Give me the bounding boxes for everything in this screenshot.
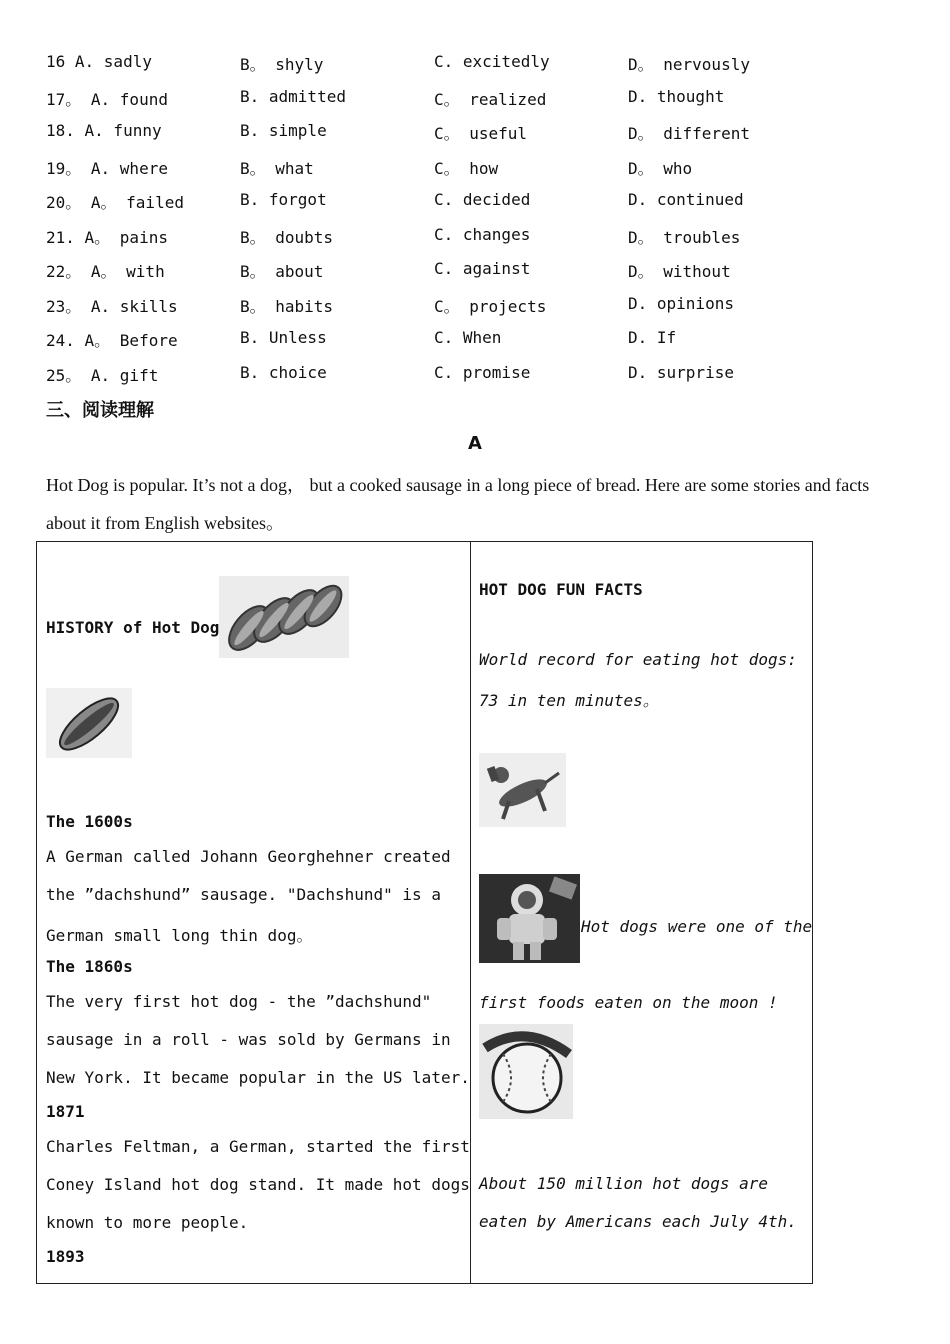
question-row bbox=[46, 363, 926, 387]
option-d: D。 nervously bbox=[628, 55, 750, 74]
option-d: D。 troubles bbox=[628, 227, 741, 247]
history-1600s-line: the ”dachshund” sausage. "Dachshund" is a bbox=[46, 885, 441, 904]
option-c: C。 useful bbox=[434, 124, 528, 143]
option-d: D. continued bbox=[628, 190, 744, 209]
option-c: C. changes bbox=[434, 224, 531, 244]
question-row bbox=[46, 121, 926, 145]
fact-july-line: eaten by Americans each July 4th. bbox=[479, 1212, 797, 1231]
hot-dogs-image bbox=[219, 576, 349, 658]
option-a: 18. A. funny bbox=[46, 121, 162, 140]
option-c: C. promise bbox=[434, 362, 531, 382]
option-c: C。 projects bbox=[434, 296, 547, 316]
question-row bbox=[46, 87, 926, 111]
option-a: 16 A. sadly bbox=[46, 52, 152, 71]
facts-title: HOT DOG FUN FACTS bbox=[479, 580, 643, 599]
option-c: C. When bbox=[434, 328, 502, 347]
option-b: B。 doubts bbox=[240, 227, 334, 247]
history-1871-line: Coney Island hot dog stand. It made hot dogs bbox=[46, 1175, 470, 1194]
option-d: D. thought bbox=[628, 86, 725, 106]
history-title: HISTORY of Hot Dog bbox=[46, 618, 220, 637]
option-b: B。 shyly bbox=[240, 55, 324, 74]
option-a: 17。 A. found bbox=[46, 89, 168, 109]
option-b: B. forgot bbox=[240, 190, 327, 209]
history-1600s-line: A German called Johann Georghehner created bbox=[46, 847, 451, 866]
option-d: D. surprise bbox=[628, 362, 734, 382]
option-d: D. opinions bbox=[628, 293, 734, 313]
option-d: D。 without bbox=[628, 262, 731, 281]
option-a: 24. A。 Before bbox=[46, 331, 178, 350]
history-1860s-heading: The 1860s bbox=[46, 957, 133, 976]
fact-july-line: About 150 million hot dogs are bbox=[479, 1174, 768, 1193]
option-a: 19。 A. where bbox=[46, 158, 168, 178]
option-c: C. excitedly bbox=[434, 52, 550, 71]
baseball-image bbox=[479, 1024, 573, 1119]
single-hot-dog-image bbox=[46, 688, 132, 758]
option-a: 20。 A。 failed bbox=[46, 193, 184, 212]
option-d: D. If bbox=[628, 328, 677, 347]
option-a: 21. A。 pains bbox=[46, 227, 168, 247]
column-divider bbox=[470, 542, 471, 1283]
dachshund-image bbox=[479, 753, 566, 827]
option-c: C. against bbox=[434, 259, 531, 278]
question-row bbox=[46, 190, 926, 214]
question-row bbox=[46, 156, 926, 180]
question-row bbox=[46, 225, 926, 249]
passage-intro: Hot Dog is popular. It’s not a dog， but a cooked sausage in a long piece of bread. Here are some stories and facts about it from English websites。 bbox=[46, 475, 870, 533]
option-b: B. admitted bbox=[240, 86, 346, 106]
history-1600s-heading: The 1600s bbox=[46, 812, 133, 831]
fact-record-line: 73 in ten minutes。 bbox=[479, 691, 659, 710]
option-b: B。 habits bbox=[240, 296, 334, 316]
passage-letter: A bbox=[468, 433, 482, 454]
history-1871-line: Charles Feltman, a German, started the first bbox=[46, 1137, 470, 1156]
astronaut-image bbox=[479, 874, 580, 963]
question-row bbox=[46, 328, 926, 352]
option-c: C。 realized bbox=[434, 89, 547, 109]
question-row bbox=[46, 259, 926, 283]
history-1860s-line: sausage in a roll - was sold by Germans in bbox=[46, 1030, 451, 1049]
option-c: C。 how bbox=[434, 158, 499, 178]
fact-moon-line: Hot dogs were one of the bbox=[581, 917, 813, 936]
option-a: 22。 A。 with bbox=[46, 262, 165, 281]
fact-record-line: World record for eating hot dogs: bbox=[479, 650, 797, 669]
option-d: D。 who bbox=[628, 158, 693, 178]
history-1860s-line: New York. It became popular in the US later. bbox=[46, 1068, 470, 1087]
option-a: 23。 A. skills bbox=[46, 296, 178, 316]
question-row bbox=[46, 52, 926, 76]
history-1871-heading: 1871 bbox=[46, 1102, 85, 1121]
question-row bbox=[46, 294, 926, 318]
history-1871-line: known to more people. bbox=[46, 1213, 249, 1232]
option-b: B. simple bbox=[240, 121, 327, 140]
fact-moon-line: first foods eaten on the moon ! bbox=[479, 993, 778, 1012]
option-b: B。 what bbox=[240, 158, 314, 178]
option-b: B。 about bbox=[240, 262, 324, 281]
option-b: B. Unless bbox=[240, 328, 327, 347]
option-d: D。 different bbox=[628, 124, 750, 143]
history-1600s-line: German small long thin dog。 bbox=[46, 926, 313, 945]
option-c: C. decided bbox=[434, 190, 531, 209]
history-1893-heading: 1893 bbox=[46, 1247, 85, 1266]
option-a: 25。 A. gift bbox=[46, 365, 159, 385]
option-b: B. choice bbox=[240, 362, 327, 382]
hot-dog-info-table bbox=[36, 541, 813, 1284]
section-title: 三、阅读理解 bbox=[46, 400, 154, 421]
history-1860s-line: The very first hot dog - the ”dachshund" bbox=[46, 992, 432, 1011]
